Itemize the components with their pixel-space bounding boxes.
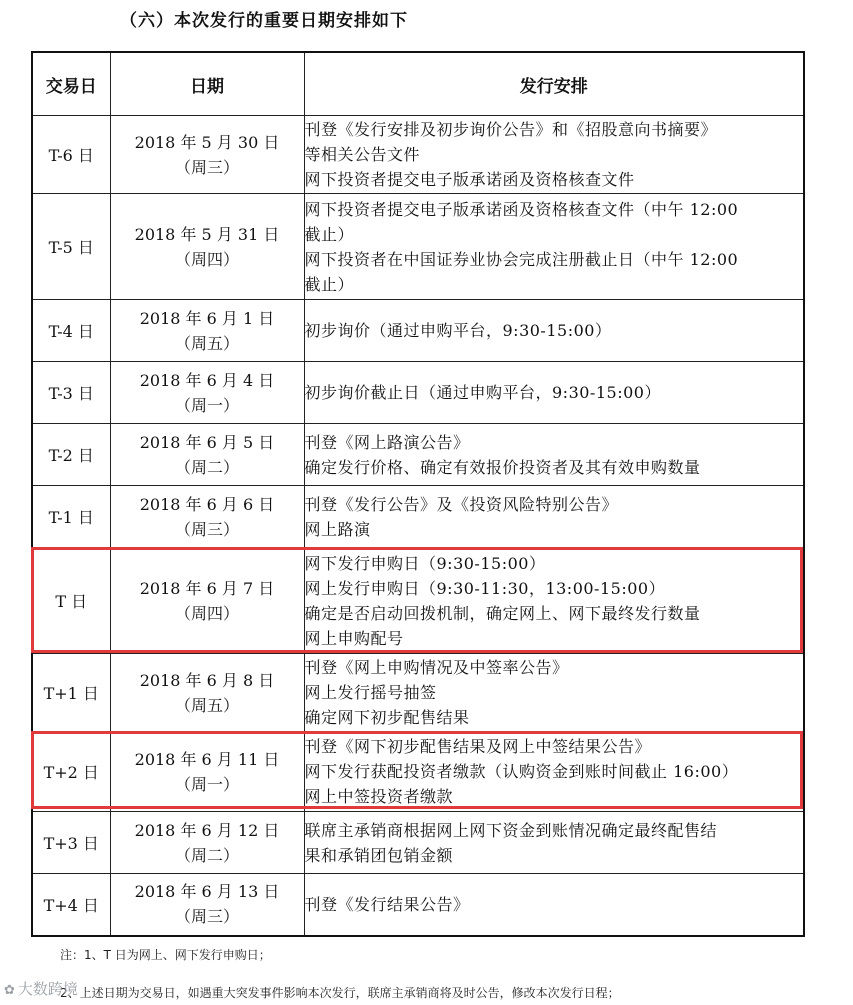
section-title: （六）本次发行的重要日期安排如下 (120, 11, 408, 31)
cell-day: T+1 日 (32, 654, 110, 732)
cell-date: 2018 年 6 月 11 日 （周一） (110, 732, 304, 812)
cell-plan: 初步询价截止日（通过申购平台，9:30-15:00） (304, 362, 804, 424)
watermark (4, 978, 78, 999)
cell-date: 2018 年 6 月 12 日 （周二） (110, 812, 304, 874)
header-day: 交易日 (32, 52, 110, 116)
cell-plan: 初步询价（通过申购平台，9:30-15:00） (304, 300, 804, 362)
note-2: 2、上述日期为交易日，如遇重大突发事件影响本次发行，联席主承销商将及时公告，修改本次发行日程； (60, 986, 620, 1000)
cell-date: 2018 年 5 月 31 日 （周四） (110, 194, 304, 300)
logo-icon: ✿ (4, 983, 15, 998)
cell-day: T-1 日 (32, 486, 110, 548)
cell-day: T-6 日 (32, 116, 110, 194)
schedule-table (31, 51, 805, 937)
cell-day: T+3 日 (32, 812, 110, 874)
cell-day: T-4 日 (32, 300, 110, 362)
cell-plan: 网下发行申购日（9:30-15:00） 网上发行申购日（9:30-11:30，13:00-15:00） 确定是否启动回拨机制，确定网上、网下最终发行数量 网上申购配号 (304, 548, 804, 654)
table-row (32, 548, 804, 654)
cell-plan: 网下投资者提交电子版承诺函及资格核查文件（中午 12:00 截止） 网下投资者在中国证券业协会完成注册截止日（中午 12:00 截止） (304, 194, 804, 300)
cell-plan: 刊登《网上路演公告》 确定发行价格、确定有效报价投资者及其有效申购数量 (304, 424, 804, 486)
table-header-row (32, 52, 804, 116)
cell-plan: 刊登《发行安排及初步询价公告》和《招股意向书摘要》 等相关公告文件 网下投资者提交电子版承诺函及资格核查文件 (304, 116, 804, 194)
table-row (32, 362, 804, 424)
cell-plan: 刊登《发行公告》及《投资风险特别公告》 网上路演 (304, 486, 804, 548)
table-row (32, 424, 804, 486)
cell-date: 2018 年 6 月 13 日 （周三） (110, 874, 304, 936)
cell-plan: 刊登《网下初步配售结果及网上中签结果公告》 网下发行获配投资者缴款（认购资金到账时间截止 16:00） 网上中签投资者缴款 (304, 732, 804, 812)
header-plan: 发行安排 (304, 52, 804, 116)
cell-day: T-5 日 (32, 194, 110, 300)
cell-day: T+4 日 (32, 874, 110, 936)
watermark-text: 大数跨境 (17, 980, 78, 998)
cell-day: T-3 日 (32, 362, 110, 424)
cell-plan: 刊登《发行结果公告》 (304, 874, 804, 936)
table-row (32, 654, 804, 732)
table-row (32, 732, 804, 812)
cell-date: 2018 年 6 月 1 日 （周五） (110, 300, 304, 362)
cell-date: 2018 年 6 月 6 日 （周三） (110, 486, 304, 548)
table-row (32, 116, 804, 194)
table-row (32, 300, 804, 362)
cell-date: 2018 年 6 月 4 日 （周一） (110, 362, 304, 424)
table-row (32, 812, 804, 874)
table-row (32, 486, 804, 548)
note-1: 注：1、T 日为网上、网下发行申购日； (60, 948, 271, 962)
cell-day: T+2 日 (32, 732, 110, 812)
cell-plan: 联席主承销商根据网上网下资金到账情况确定最终配售结 果和承销团包销金额 (304, 812, 804, 874)
cell-day: T-2 日 (32, 424, 110, 486)
cell-date: 2018 年 6 月 8 日 （周五） (110, 654, 304, 732)
cell-date: 2018 年 5 月 30 日 （周三） (110, 116, 304, 194)
cell-day: T 日 (32, 548, 110, 654)
table-row (32, 194, 804, 300)
cell-date: 2018 年 6 月 5 日 （周二） (110, 424, 304, 486)
cell-plan: 刊登《网上申购情况及中签率公告》 网上发行摇号抽签 确定网下初步配售结果 (304, 654, 804, 732)
cell-date: 2018 年 6 月 7 日 （周四） (110, 548, 304, 654)
header-date: 日期 (110, 52, 304, 116)
table-row (32, 874, 804, 936)
